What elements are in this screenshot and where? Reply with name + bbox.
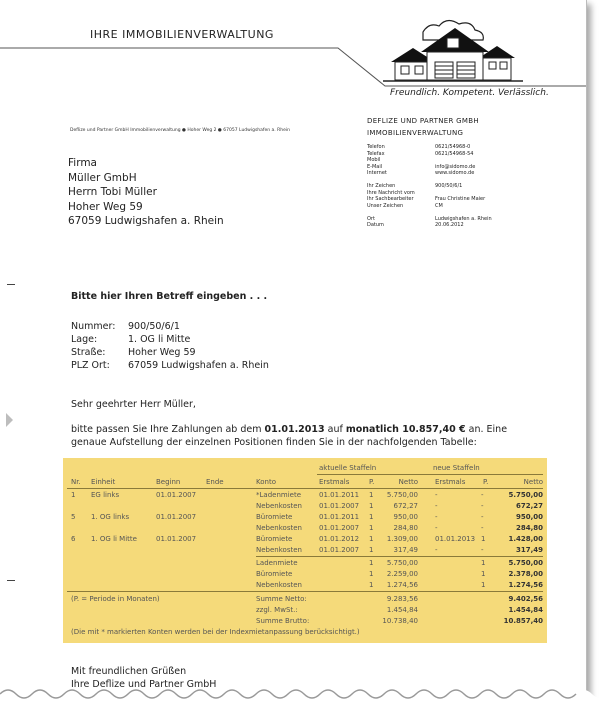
table-cell: Büromiete: [256, 513, 293, 521]
sum-label: Nebenkosten: [256, 581, 302, 589]
table-cell: 01.01.2007: [319, 524, 360, 532]
body-date: 01.01.2013: [264, 424, 325, 435]
table-cell: 1.309,00: [386, 535, 418, 543]
table-cell: 01.01.2007: [156, 535, 197, 543]
recipient-line: Müller GmbH: [68, 171, 137, 184]
total-new: 9.402,56: [508, 595, 543, 603]
table-cell: 01.01.2011: [319, 513, 360, 521]
total-current: 10.738,40: [382, 617, 418, 625]
table-header: Beginn: [156, 478, 181, 486]
contact-value: 0621/54968-0: [435, 144, 471, 150]
table-header: Ende: [206, 478, 224, 486]
table-rule: [67, 591, 543, 592]
closing-line: Ihre Deflize und Partner GmbH: [71, 679, 217, 690]
contact-value: 900/50/6/1: [435, 183, 463, 189]
sum-label: Büromiete: [256, 570, 293, 578]
contact-label: Ihre Nachricht vom: [367, 189, 415, 196]
body-text-2: auf: [324, 424, 346, 435]
meta-row: [71, 346, 269, 359]
sum-period: 1: [369, 581, 374, 589]
table-cell: 1. OG li Mitte: [91, 535, 137, 543]
table-cell: -: [435, 513, 438, 521]
fold-mark: [7, 580, 15, 581]
table-cell: -: [435, 546, 438, 554]
company-subtitle: IMMOBILIENVERWALTUNG: [367, 129, 464, 137]
table-cell: 5.750,00: [386, 491, 418, 499]
table-cell: -: [435, 491, 438, 499]
property-meta: [71, 320, 269, 372]
table-cell: 1: [71, 491, 76, 499]
company-name: DEFLIZE UND PARTNER GMBH: [367, 117, 479, 125]
table-header: Einheit: [91, 478, 116, 486]
sum-period-new: 1: [481, 559, 486, 567]
table-cell: 5: [71, 513, 76, 521]
table-cell: 1: [369, 524, 374, 532]
contact-label: Telefax: [367, 150, 385, 157]
total-new: 1.454,84: [508, 606, 543, 614]
sum-period: 1: [369, 570, 374, 578]
table-cell: 950,00: [393, 513, 418, 521]
sum-net-new: 1.274,56: [508, 581, 543, 589]
contact-label: Ihr Zeichen: [367, 183, 396, 189]
table-cell: Nebenkosten: [256, 502, 302, 510]
meta-label: Nummer:: [71, 321, 116, 332]
sum-net: 2.259,00: [386, 570, 418, 578]
total-new: 10.857,40: [503, 617, 543, 625]
slogan: Freundlich. Kompetent. Verlässlich.: [390, 88, 549, 98]
table-cell: -: [481, 546, 484, 554]
table-cell: 284,80: [515, 524, 543, 532]
table-cell: 1: [369, 535, 374, 543]
table-cell: 1: [369, 491, 374, 499]
table-cell: -: [435, 524, 438, 532]
meta-label: PLZ Ort:: [71, 360, 110, 371]
table-cell: 284,80: [393, 524, 418, 532]
contact-label: Mobil: [367, 157, 381, 163]
table-cell: 01.01.2013: [435, 535, 476, 543]
closing-line: Mit freundlichen Grüßen: [71, 666, 187, 677]
table-cell: -: [481, 502, 484, 510]
meta-label: Lage:: [71, 334, 98, 345]
table-cell: -: [435, 502, 438, 510]
sum-period-new: 1: [481, 581, 486, 589]
meta-value: 1. OG li Mitte: [128, 334, 191, 345]
table-cell: 01.01.2007: [156, 513, 197, 521]
contact-label: E-Mail: [367, 163, 383, 170]
period-note: (P. = Periode in Monaten): [71, 595, 160, 603]
meta-row: [71, 333, 269, 346]
total-label: Summe Netto:: [256, 595, 307, 603]
table-cell: 01.01.2011: [319, 491, 360, 499]
table-header: P.: [369, 478, 375, 486]
table-rule: [317, 474, 543, 475]
contact-value: Ludwigshafen a. Rhein: [435, 215, 492, 222]
sum-net-new: 5.750,00: [508, 559, 543, 567]
table-rule: [256, 556, 543, 557]
body-text-1: bitte passen Sie Ihre Zahlungen ab dem: [71, 424, 265, 435]
fold-mark: [7, 284, 15, 285]
company-block: [367, 115, 479, 139]
table-cell: 1: [369, 513, 374, 521]
contact-info: [367, 144, 492, 229]
table-cell: *Ladenmiete: [256, 491, 301, 499]
table-header: Konto: [256, 478, 276, 486]
meta-row: [71, 359, 269, 372]
contact-label: Internet: [367, 170, 387, 176]
contact-value: 0621/54968-54: [435, 150, 474, 157]
meta-value: Hoher Weg 59: [128, 347, 196, 358]
table-cell: 6: [71, 535, 76, 543]
recipient-address: [68, 156, 224, 229]
table-cell: Nebenkosten: [256, 546, 302, 554]
table-cell: 950,00: [515, 513, 543, 521]
table-cell: 5.750,00: [508, 491, 543, 499]
sum-period-new: 1: [481, 570, 486, 578]
sum-period: 1: [369, 559, 374, 567]
meta-value: 900/50/6/1: [128, 321, 180, 332]
table-cell: 672,27: [393, 502, 418, 510]
recipient-line: 67059 Ludwigshafen a. Rhein: [68, 215, 224, 227]
sum-net: 1.274,56: [386, 581, 418, 589]
table-header: Erstmals: [319, 478, 350, 486]
contact-label: Ort: [367, 215, 375, 222]
table-header: Netto: [523, 478, 543, 486]
meta-label: Straße:: [71, 347, 106, 358]
total-current: 1.454,84: [386, 606, 418, 614]
table-cell: 1. OG links: [91, 513, 130, 521]
table-cell: 1: [369, 502, 374, 510]
table-rule: [67, 488, 543, 489]
contact-label: Datum: [367, 222, 384, 228]
contact-label: Telefon: [367, 144, 385, 150]
table-header: Erstmals: [435, 478, 466, 486]
contact-value: Frau Christine Maier: [435, 196, 486, 202]
sum-label: Ladenmiete: [256, 559, 298, 567]
table-footnote: (Die mit * markierten Konten werden bei der Indexmietanpassung berücksichtigt.): [71, 628, 360, 636]
table-cell: -: [481, 513, 484, 521]
sender-return-line: Deflize und Partner GmbH Immobilienverwaltung ● Hoher Weg 2 ● 67057 Ludwigshafen a. Rhein: [70, 128, 291, 133]
meta-value: 67059 Ludwigshafen a. Rhein: [128, 360, 269, 371]
salutation: Sehr geehrter Herr Müller,: [71, 399, 196, 410]
table-cell: 01.01.2007: [156, 491, 197, 499]
body-text-3: an. Eine genaue Aufstellung der einzelnen Positionen finden Sie in der nachfolgenden Tabelle:: [71, 424, 508, 448]
table-cell: 1: [369, 546, 374, 554]
house-logo: [383, 18, 523, 86]
table-cell: 01.01.2007: [319, 502, 360, 510]
table-header: P.: [483, 478, 489, 486]
table-cell: 1: [481, 535, 486, 543]
meta-row: [71, 320, 269, 333]
table-cell: EG links: [91, 491, 120, 499]
table-cell: 1.428,00: [508, 535, 543, 543]
table-cell: 317,49: [515, 546, 543, 554]
recipient-line: Hoher Weg 59: [68, 200, 143, 213]
subject: Bitte hier Ihren Betreff eingeben . . .: [71, 291, 268, 302]
table-header: Nr.: [71, 478, 81, 486]
recipient-line: Firma: [68, 157, 97, 169]
header-company-title: IHRE IMMOBILIENVERWALTUNG: [90, 28, 274, 41]
contact-row: [367, 222, 492, 229]
group-new-label: neue Staffeln: [433, 464, 480, 472]
body-amount: monatlich 10.857,40 €: [345, 424, 466, 435]
table-cell: Nebenkosten: [256, 524, 302, 532]
table-cell: 672,27: [515, 502, 543, 510]
table-cell: 01.01.2012: [319, 535, 360, 543]
table-cell: Büromiete: [256, 535, 293, 543]
table-header: Netto: [398, 478, 418, 486]
contact-label: Ihr Sachbearbeiter: [367, 196, 414, 202]
page-marker-icon: [6, 413, 13, 427]
total-label: Summe Brutto:: [256, 617, 310, 625]
contact-value: info@sidomo.de: [435, 163, 476, 170]
recipient-line: Herrn Tobi Müller: [68, 186, 157, 198]
table-cell: 317,49: [393, 546, 418, 554]
table-cell: 01.01.2007: [319, 546, 360, 554]
positions-table: [63, 458, 547, 643]
contact-value: 20.06.2012: [435, 222, 464, 228]
group-current-label: aktuelle Staffeln: [319, 464, 377, 472]
torn-edge: [0, 682, 600, 712]
contact-value: www.sidomo.de: [435, 170, 475, 176]
table-cell: -: [481, 524, 484, 532]
total-label: zzgl. MwSt.:: [256, 606, 298, 614]
sum-net-new: 2.378,00: [508, 570, 543, 578]
body-paragraph: [71, 424, 541, 449]
contact-value: CM: [435, 202, 443, 209]
table-cell: -: [481, 491, 484, 499]
contact-label: Unser Zeichen: [367, 202, 404, 209]
total-current: 9.283,56: [386, 595, 418, 603]
sum-net: 5.750,00: [386, 559, 418, 567]
